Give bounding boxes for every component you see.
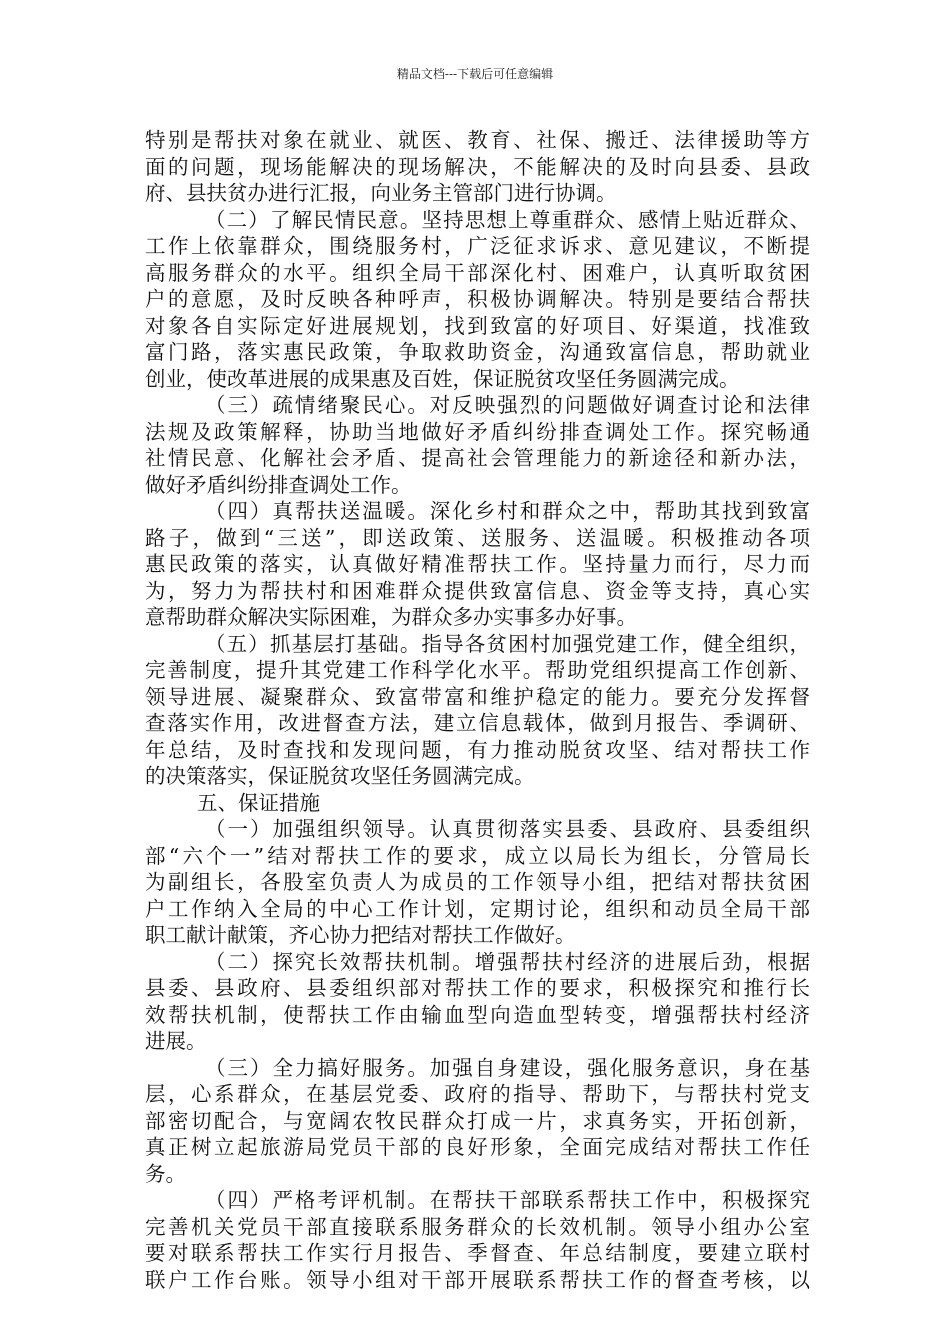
- text-line: 富门路，落实惠民政策，争取救助资金，沟通致富信息，帮助就业: [145, 340, 810, 364]
- paragraph-start: （五）抓基层打基础。指导各贫困村加强党建工作，健全组织，: [205, 631, 810, 656]
- text-line: 工作上依靠群众，围绕服务村，广泛征求诉求、意见建议，不断提: [145, 234, 810, 258]
- text-line: 法规及政策解释，协助当地做好矛盾纠纷排查调处工作。探究畅通: [145, 419, 810, 444]
- paragraph-start: （三）疏情绪聚民心。对反映强烈的问题做好调查讨论和法律: [205, 393, 810, 417]
- text-line: 领导进展、凝聚群众、致富带富和维护稳定的能力。要充分发挥督: [145, 684, 810, 709]
- text-line: 惠民政策的落实，认真做好精准帮扶工作。坚持量力而行，尽力而: [145, 552, 810, 576]
- text-line: 特别是帮扶对象在就业、就医、教育、社保、搬迁、法律援助等方: [145, 128, 810, 152]
- text-line: 路子，做到“三送”，即送政策、送服务、送温暖。积极推动各项: [145, 525, 810, 550]
- text-line: 创业，使改革进展的成果惠及百姓，保证脱贫攻坚任务圆满完成。: [145, 366, 740, 391]
- text-line: 完善制度，提升其党建工作科学化水平。帮助党组织提高工作创新、: [145, 658, 810, 682]
- text-line: 进展。: [145, 1029, 207, 1053]
- page-header: 精品文档---下载后可任意编辑: [396, 67, 554, 81]
- section-heading: 五、保证措施: [197, 790, 320, 815]
- text-line: 效帮扶机制，使帮扶工作由输血型向造血型转变，增强帮扶村经济: [145, 1002, 810, 1027]
- text-line: 府、县扶贫办进行汇报，向业务主管部门进行协调。: [145, 181, 617, 205]
- text-line: 为副组长，各股室负责人为成员的工作领导小组，把结对帮扶贫困: [145, 870, 810, 894]
- paragraph-start: （一）加强组织领导。认真贯彻落实县委、县政府、县委组织: [205, 817, 810, 841]
- paragraph-start: （二）探究长效帮扶机制。增强帮扶村经济的进展后劲，根据: [205, 949, 810, 974]
- text-line: 社情民意、化解社会矛盾、提高社会管理能力的新途径和新办法，: [145, 446, 810, 470]
- text-line: 高服务群众的水平。组织全局干部深化村、困难户，认真听取贫困: [145, 260, 810, 285]
- text-line: 户的意愿，及时反映各种呼声，积极协调解决。特别是要结合帮扶: [145, 287, 810, 311]
- text-line: 为，努力为帮扶村和困难群众提供致富信息、资金等支持，真心实: [145, 578, 810, 603]
- text-line: 面的问题，现场能解决的现场解决，不能解决的及时向县委、县政: [145, 154, 810, 179]
- text-line: 务。: [145, 1161, 186, 1186]
- paragraph-start: （三）全力搞好服务。加强自身建设，强化服务意识，身在基: [205, 1055, 810, 1080]
- text-line: 联户工作台账。领导小组对干部开展联系帮扶工作的督查考核，以: [145, 1267, 810, 1292]
- text-line: 层，心系群众，在基层党委、政府的指导、帮助下，与帮扶村党支: [145, 1082, 810, 1106]
- paragraph-start: （四）严格考评机制。在帮扶干部联系帮扶工作中，积极探究: [205, 1188, 810, 1212]
- text-line: 要对联系帮扶工作实行月报告、季督查、年总结制度，要建立联村: [145, 1241, 810, 1265]
- text-line: 的决策落实，保证脱贫攻坚任务圆满完成。: [145, 764, 535, 788]
- text-line: 年总结，及时查找和发现问题，有力推动脱贫攻坚、结对帮扶工作: [145, 737, 810, 762]
- text-line: 职工献计献策，齐心协力把结对帮扶工作做好。: [145, 923, 576, 947]
- text-line: 对象各自实际定好进展规划，找到致富的好项目、好渠道，找准致: [145, 313, 810, 338]
- text-line: 部密切配合，与宽阔农牧民群众打成一片，求真务实，开拓创新，: [145, 1108, 810, 1133]
- text-line: 完善机关党员干部直接联系服务群众的长效机制。领导小组办公室: [145, 1214, 810, 1239]
- text-line: 真正树立起旅游局党员干部的良好形象，全面完成结对帮扶工作任: [145, 1135, 810, 1159]
- paragraph-start: （四）真帮扶送温暖。深化乡村和群众之中，帮助其找到致富: [205, 499, 810, 523]
- text-line: 查落实作用，改进督查方法，建立信息载体，做到月报告、季调研、: [145, 711, 810, 735]
- text-line: 做好矛盾纠纷排查调处工作。: [145, 472, 412, 497]
- text-line: 县委、县政府、县委组织部对帮扶工作的要求，积极探究和推行长: [145, 976, 810, 1000]
- text-line: 部“六个一”结对帮扶工作的要求，成立以局长为组长，分管局长: [145, 843, 810, 868]
- text-line: 意帮助群众解决实际困难，为群众多办实事多办好事。: [145, 605, 637, 629]
- paragraph-start: （二）了解民情民意。坚持思想上尊重群众、感情上贴近群众、: [205, 207, 810, 232]
- document-body: [145, 127, 810, 1293]
- text-line: 户工作纳入全局的中心工作计划，定期讨论，组织和动员全局干部: [145, 896, 810, 921]
